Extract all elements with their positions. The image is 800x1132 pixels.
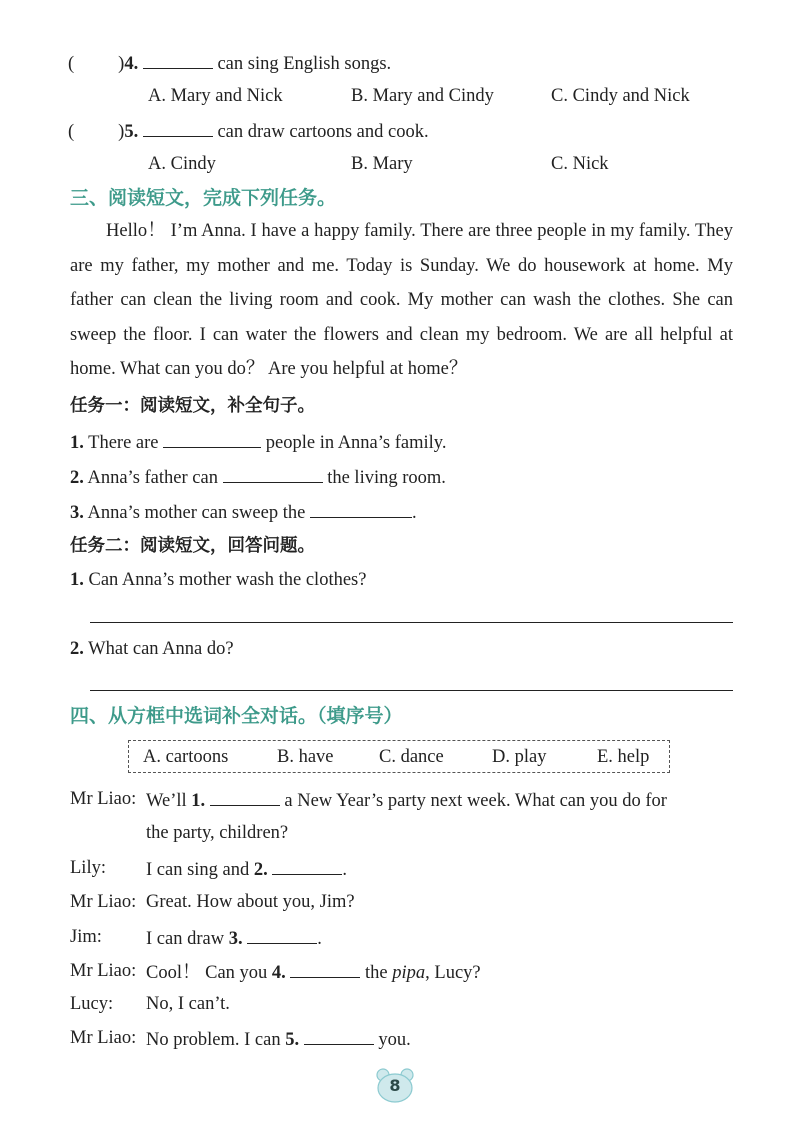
dialogue-line-6: No, I can’t. — [146, 994, 230, 1014]
answer-blank[interactable] — [310, 499, 412, 518]
dialogue-line-1 — [146, 787, 667, 813]
line-text: Cool！ Can you — [146, 963, 268, 983]
line-text: . — [317, 929, 322, 949]
question-stem: can draw cartoons and cook. — [217, 122, 429, 142]
option-a: A. Cindy — [148, 154, 216, 174]
word-option: B. have — [277, 747, 334, 767]
answer-blank[interactable] — [290, 959, 360, 978]
answer-blank[interactable] — [223, 464, 323, 483]
dialogue-line-1-cont: the party, children? — [146, 823, 289, 843]
answer-blank[interactable] — [163, 429, 261, 448]
speaker-label: Mr Liao: — [70, 789, 137, 809]
item-text: the living room. — [327, 468, 446, 488]
word-option: C. dance — [379, 747, 444, 767]
fill-item-1 — [70, 429, 446, 455]
speaker-label: Mr Liao: — [70, 892, 137, 912]
line-text: I can sing and — [146, 860, 250, 880]
page-number-badge — [374, 1066, 416, 1104]
dialogue-line-5 — [146, 959, 481, 985]
section-4-heading: 四、从方框中选词补全对话。（填序号） — [70, 705, 403, 727]
dialogue-line-2 — [146, 856, 347, 882]
italic-word: pipa — [392, 963, 426, 983]
item-text: Anna’s mother can sweep the — [87, 503, 306, 523]
line-text: . — [342, 860, 348, 880]
line-text: , Lucy? — [425, 963, 481, 983]
item-number: 1. — [70, 433, 84, 453]
line-text: I can draw — [146, 929, 225, 949]
answer-paren-open: ( — [68, 54, 75, 74]
question-stem: can sing English songs. — [217, 54, 392, 74]
item-question: What can Anna do? — [88, 639, 234, 659]
item-question: Can Anna’s mother wash the clothes? — [88, 570, 367, 590]
answer-paren-close: ) — [118, 122, 125, 142]
answer-blank[interactable] — [247, 925, 317, 944]
option-b: B. Mary and Cindy — [351, 86, 494, 106]
blank-number: 3. — [228, 929, 243, 949]
item-text: There are — [88, 433, 159, 453]
fill-item-3 — [70, 499, 417, 525]
option-a: A. Mary and Nick — [148, 86, 283, 106]
item-number: 2. — [70, 639, 84, 659]
dialogue-line-3: Great. How about you, Jim? — [146, 892, 355, 912]
item-text: people in Anna’s family. — [265, 433, 447, 453]
answer-blank[interactable] — [143, 50, 213, 69]
answer-blank[interactable] — [304, 1026, 374, 1045]
dialogue-line-7 — [146, 1026, 411, 1052]
speaker-label: Mr Liao: — [70, 1028, 137, 1048]
option-b: B. Mary — [351, 154, 413, 174]
line-text: a New Year’s party next week. What can you do for — [284, 791, 667, 811]
answer-line[interactable] — [90, 690, 733, 691]
option-c: C. Cindy and Nick — [551, 86, 690, 106]
reading-passage: Hello！ I’m Anna. I have a happy family. There are three people in my family. They are my father, my mother and me. Today is Sunday. We do housework at home. My father can clean the living room and cook. My mother can wash the clothes. She can sweep the floor. I can water the flowers and clean my bedroom. We are all helpful at home. What can you do？ Are you helpful at home？ — [70, 221, 733, 379]
item-text: . — [411, 503, 417, 523]
item-number: 2. — [70, 468, 84, 488]
answer-blank[interactable] — [210, 787, 280, 806]
word-option: E. help — [597, 747, 650, 767]
speaker-label: Lily: — [70, 858, 106, 878]
page-number: 8 — [389, 1076, 401, 1095]
word-option: A. cartoons — [143, 747, 229, 767]
line-text: We’ll — [146, 791, 187, 811]
line-text: No problem. I can — [146, 1030, 281, 1050]
blank-number: 1. — [191, 791, 206, 811]
question-5 — [68, 118, 429, 144]
question-item-2 — [70, 637, 234, 661]
line-text: you. — [378, 1030, 411, 1050]
question-item-1 — [70, 568, 366, 592]
answer-paren-close: ) — [118, 54, 125, 74]
question-number: 4. — [124, 54, 139, 74]
speaker-label: Lucy: — [70, 994, 114, 1014]
question-number: 5. — [124, 122, 139, 142]
item-text: Anna’s father can — [87, 468, 218, 488]
answer-paren-open: ( — [68, 122, 75, 142]
dialogue-line-4 — [146, 925, 322, 951]
answer-line[interactable] — [90, 622, 733, 623]
answer-blank[interactable] — [143, 118, 213, 137]
item-number: 3. — [70, 503, 84, 523]
section-3-heading: 三、阅读短文，完成下列任务。 — [70, 187, 337, 209]
speaker-label: Jim: — [70, 927, 102, 947]
task-1-title: 任务一：阅读短文，补全句子。 — [70, 396, 315, 416]
task-2-title: 任务二：阅读短文，回答问题。 — [70, 536, 315, 556]
blank-number: 2. — [253, 860, 268, 880]
option-c: C. Nick — [551, 154, 609, 174]
item-number: 1. — [70, 570, 84, 590]
blank-number: 5. — [285, 1030, 300, 1050]
blank-number: 4. — [271, 963, 286, 983]
fill-item-2 — [70, 464, 446, 490]
word-bank — [128, 740, 670, 773]
speaker-label: Mr Liao: — [70, 961, 137, 981]
question-4 — [68, 50, 391, 76]
answer-blank[interactable] — [272, 856, 342, 875]
line-text: the — [365, 963, 388, 983]
word-option: D. play — [492, 747, 547, 767]
